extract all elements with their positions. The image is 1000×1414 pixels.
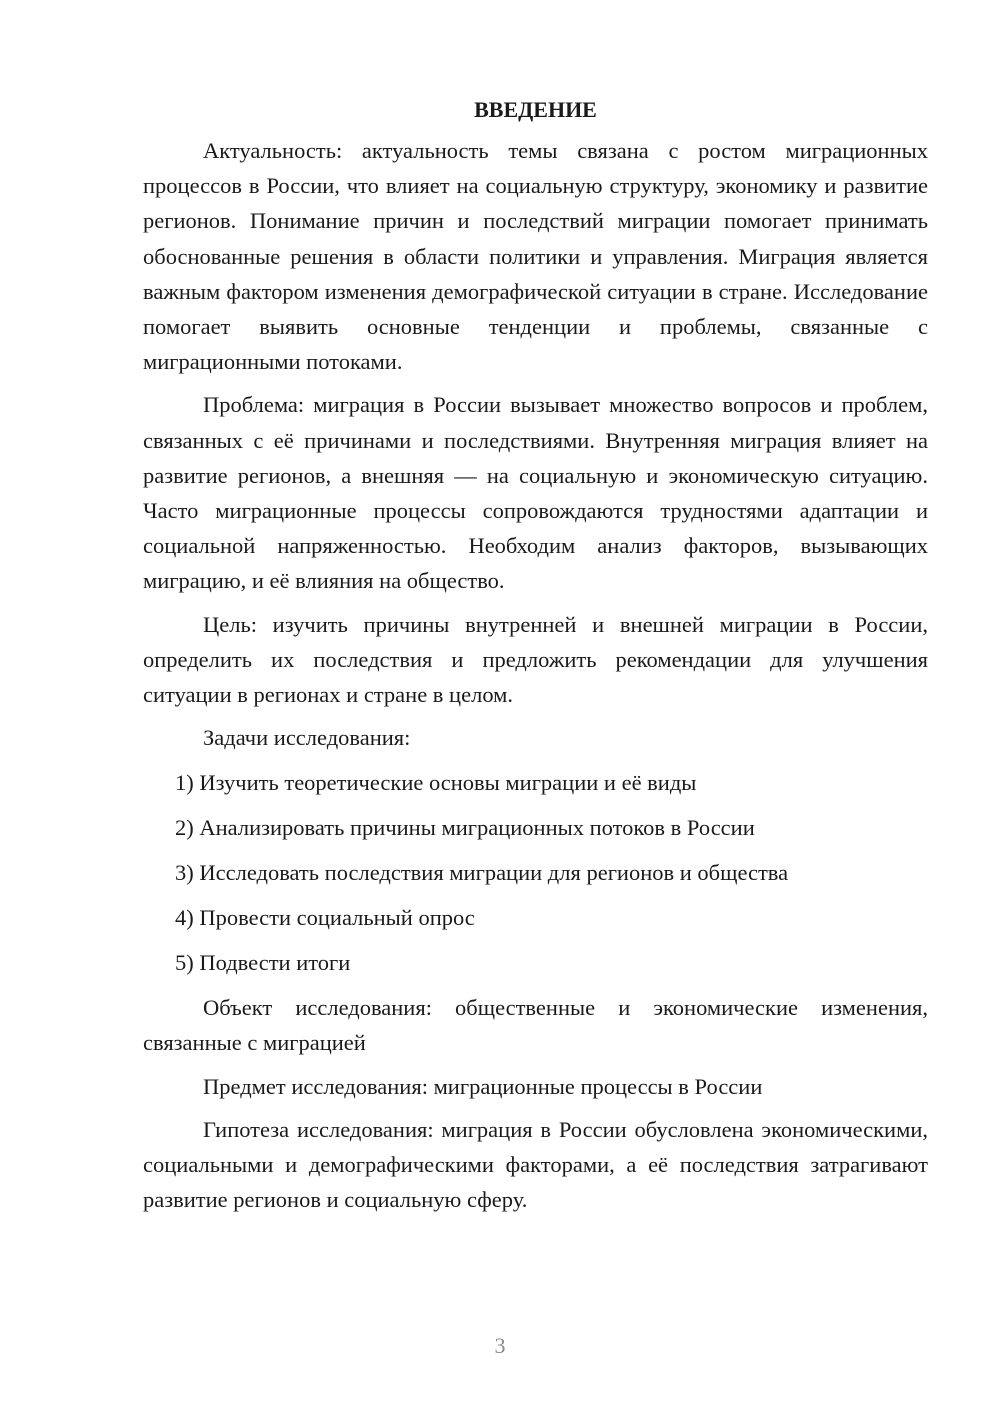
task-item: 1) Изучить теоретические основы миграции и её виды bbox=[175, 770, 697, 796]
hypothesis-paragraph: Гипотеза исследования: миграция в России обусловлена экономическими, социальными и демографическими факторами, а её последствия затрагивают развитие регионов и социальную сферу. bbox=[143, 1116, 928, 1213]
task-item: 3) Исследовать последствия миграции для регионов и общества bbox=[175, 860, 789, 886]
document-page bbox=[143, 92, 928, 1217]
tasks-list bbox=[143, 765, 928, 980]
page-number: 3 bbox=[494, 1333, 506, 1358]
relevance-paragraph: Актуальность: актуальность темы связана с ростом миграционных процессов в России, что влияет на социальную структуру, экономику и развитие регионов. Понимание причин и последствий миграции помогает принимать обоснованные решения в области политики и управления. Миграция является важным фактором изменения демографической ситуации в стране. Исследование помогает выявить основные тенденции и проблемы, связанные с миграционными потоками. bbox=[143, 138, 928, 375]
subject-paragraph: Предмет исследования: миграционные процессы в России bbox=[203, 1073, 763, 1099]
object-paragraph: Объект исследования: общественные и экономические изменения, связанные с миграцией bbox=[143, 995, 928, 1056]
section-title: ВВЕДЕНИЕ bbox=[474, 97, 597, 122]
task-item: 4) Провести социальный опрос bbox=[175, 905, 475, 931]
goal-paragraph: Цель: изучить причины внутренней и внешней миграции в России, определить их последствия и предложить рекомендации для улучшения ситуации в регионах и стране в целом. bbox=[143, 611, 928, 708]
task-item: 5) Подвести итоги bbox=[175, 950, 351, 976]
problem-paragraph: Проблема: миграция в России вызывает множество вопросов и проблем, связанных с её причинами и последствиями. Внутренняя миграция влияет на развитие регионов, а внешняя — на социальную и экономическую ситуацию. Часто миграционные процессы сопровождаются трудностями адаптации и социальной напряженностью. Необходим анализ факторов, вызывающих миграцию, и её влияния на общество. bbox=[143, 392, 928, 594]
task-item: 2) Анализировать причины миграционных потоков в России bbox=[175, 815, 755, 841]
tasks-label: Задачи исследования: bbox=[203, 725, 411, 751]
